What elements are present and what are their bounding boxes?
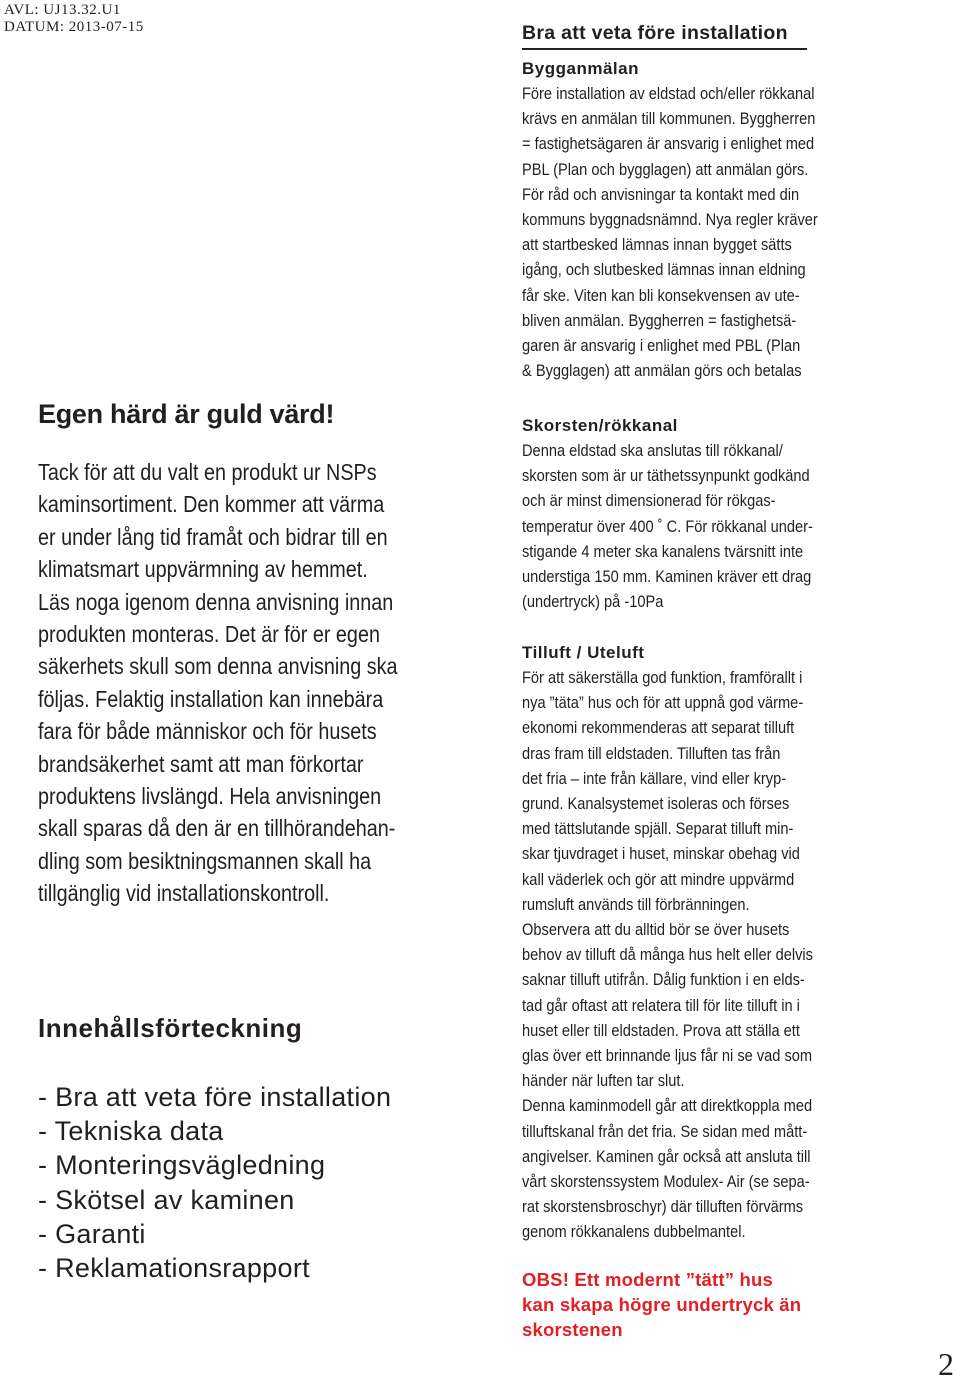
intro-line: säkerhets skull som denna anvisning ska — [38, 653, 398, 680]
text-line: För råd och anvisningar ta kontakt med din — [522, 184, 800, 204]
text-line: angivelser. Kaminen går också att ansluta till — [522, 1146, 811, 1166]
text-line: kommuns byggnadsnämnd. Nya regler kräver — [522, 210, 818, 230]
installation-info-column — [522, 20, 942, 1340]
text-line: dras fram till eldstaden. Tilluften tas från — [522, 743, 781, 763]
text-line: med tättslutande spjäll. Separat tilluft min- — [522, 819, 794, 839]
bygganmalan-section — [522, 57, 866, 383]
text-line: & Bygglagen) att anmälan görs och betalas — [522, 361, 802, 381]
text-line: igång, och slutbesked lämnas innan eldning — [522, 260, 806, 280]
text-line: att startbesked lämnas innan bygget sätts — [522, 235, 792, 255]
text-line: understiga 150 mm. Kaminen kräver ett drag — [522, 567, 812, 587]
intro-paragraph — [38, 456, 478, 910]
document-code: AVL: UJ13.32.U1 — [4, 2, 121, 18]
table-of-contents — [38, 1080, 391, 1285]
text-line: vårt skorstenssystem Modulex- Air (se sepa- — [522, 1172, 810, 1192]
tilluft-heading: Tilluft / Uteluft — [522, 643, 645, 662]
tilluft-section — [522, 641, 860, 1245]
text-line: temperatur över 400 ˚ C. För rökkanal under- — [522, 516, 813, 536]
text-line: tad går oftast att relatera till för lite tilluft in i — [522, 995, 800, 1015]
skorsten-section — [522, 414, 860, 614]
intro-line: kaminsortiment. Den kommer att värma — [38, 491, 385, 518]
intro-line: fara för både människor och för husets — [38, 718, 377, 745]
skorsten-heading: Skorsten/rökkanal — [522, 416, 678, 435]
intro-line: dling som besiktningsmannen skall ha — [38, 847, 372, 874]
text-line: tilluftskanal från det fria. Se sidan med mått- — [522, 1121, 808, 1141]
obs-warning — [522, 1267, 801, 1342]
intro-line: Tack för att du valt en produkt ur NSPs — [38, 459, 377, 485]
toc-item: - Garanti — [38, 1218, 146, 1249]
intro-line: produktens livslängd. Hela anvisningen — [38, 783, 382, 810]
text-line: ekonomi rekommenderas att separat tilluft — [522, 718, 795, 738]
toc-heading: Innehållsförteckning — [38, 1013, 303, 1043]
toc-item: - Reklamationsrapport — [38, 1253, 310, 1284]
intro-line: produkten monteras. Det är för er egen — [38, 621, 380, 648]
page-number: 2 — [938, 1346, 954, 1382]
text-line: kall väderlek och gör att mindre uppvärmd — [522, 869, 795, 889]
text-line: Denna eldstad ska anslutas till rökkanal/ — [522, 441, 783, 460]
document-date: DATUM: 2013-07-15 — [4, 19, 144, 35]
text-line: Denna kaminmodell går att direktkoppla med — [522, 1096, 813, 1116]
text-line: grund. Kanalsystemet isoleras och förses — [522, 794, 790, 814]
text-line: bliven anmälan. Byggherren = fastighetsä- — [522, 310, 797, 330]
text-line: (undertryck) på -10Pa — [522, 592, 664, 612]
intro-line: skall sparas då den är en tillhörandehan- — [38, 815, 396, 842]
text-line: rumsluft används till förbränningen. — [522, 894, 750, 914]
text-line: och är minst dimensionerad för rökgas- — [522, 491, 776, 511]
intro-section — [38, 398, 478, 910]
intro-line: följas. Felaktig installation kan innebära — [38, 685, 384, 712]
text-line: det fria – inte från källare, vind eller kryp- — [522, 768, 787, 788]
warning-line: kan skapa högre undertryck än — [522, 1294, 802, 1315]
intro-line: er under lång tid framåt och bidrar till en — [38, 523, 388, 550]
text-line: stigande 4 meter ska kanalens tvärsnitt inte — [522, 541, 804, 561]
text-line: får ske. Viten kan bli konsekvensen av ute- — [522, 285, 800, 305]
text-line: För att säkerställa god funktion, framförallt i — [522, 668, 803, 687]
toc-item: - Monteringsvägledning — [38, 1150, 326, 1181]
toc-item: - Bra att veta före installation — [38, 1082, 392, 1112]
intro-line: klimatsmart uppvärmning av hemmet. — [38, 556, 368, 583]
text-line: = fastighetsägaren är ansvarig i enlighet med — [522, 134, 815, 154]
warning-line: OBS! Ett modernt ”tätt” hus — [522, 1269, 774, 1290]
toc-item: - Tekniska data — [38, 1116, 224, 1147]
text-line: garen är ansvarig i enlighet med PBL (Plan — [522, 336, 801, 356]
text-line: Före installation av eldstad och/eller rökkanal — [522, 84, 815, 103]
text-line: skar tjuvdraget i huset, minskar obehag vid — [522, 844, 800, 864]
warning-line: skorstenen — [522, 1319, 623, 1340]
text-line: huset eller till eldstaden. Prova att ställa ett — [522, 1020, 800, 1040]
intro-line: brandsäkerhet samt att man förkortar — [38, 750, 364, 777]
text-line: saknar tilluft utifrån. Dålig funktion i en elds- — [522, 970, 805, 990]
text-line: skorsten som är ur täthetssynpunkt godkänd — [522, 466, 810, 486]
bygganmalan-heading: Bygganmälan — [522, 59, 639, 78]
text-line: genom rökkanalens dubbelmantel. — [522, 1222, 746, 1242]
text-line: rat skorstensbroschyr) där tilluften förvärms — [522, 1197, 804, 1217]
section-title: Bra att veta före installation — [522, 20, 942, 50]
text-line: händer när luften tar slut. — [522, 1071, 685, 1091]
text-line: Observera att du alltid bör se över husets — [522, 920, 790, 940]
intro-line: tillgänglig vid installationskontroll. — [38, 880, 330, 907]
text-line: PBL (Plan och bygglagen) att anmälan görs. — [522, 159, 809, 179]
text-line: nya ”täta” hus och för att uppnå god värme- — [522, 693, 804, 713]
toc-item: - Skötsel av kaminen — [38, 1184, 295, 1215]
text-line: krävs en anmälan till kommunen. Byggherren — [522, 109, 816, 129]
text-line: behov av tilluft då många hus helt eller delvis — [522, 945, 813, 965]
text-line: glas över ett brinnande ljus får ni se vad som — [522, 1046, 813, 1066]
intro-line: Läs noga igenom denna anvisning innan — [38, 588, 394, 615]
page-title: Egen härd är guld värd! — [38, 399, 335, 429]
